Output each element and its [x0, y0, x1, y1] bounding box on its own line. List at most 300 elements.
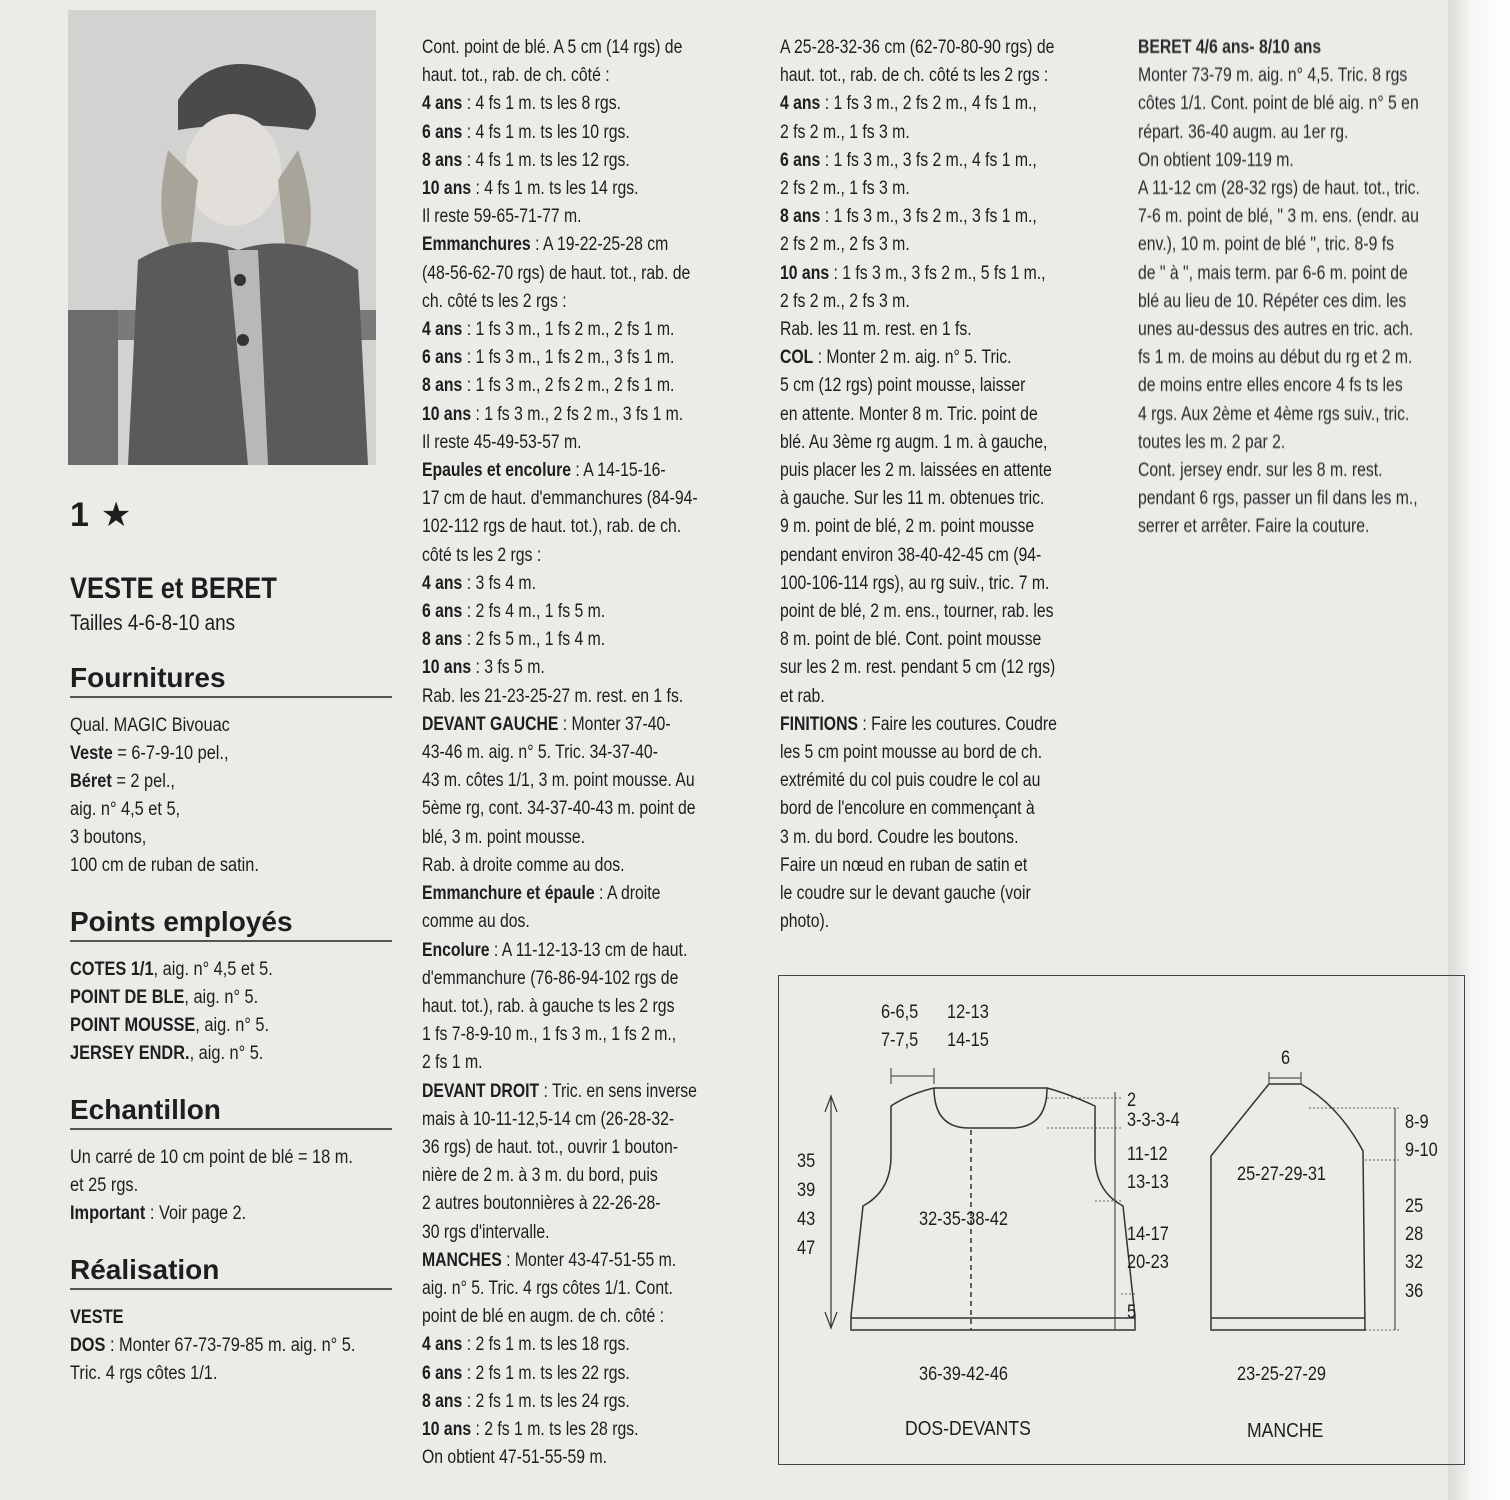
text-line: [780, 683, 1056, 711]
text-line: [780, 119, 1056, 147]
text-line-body: Rab. les 21-23-25-27 m. rest. en 1 fs.: [422, 685, 684, 707]
text-line-body: 100-106-114 rgs), au rg suiv., tric. 7 m.: [780, 572, 1050, 594]
dim-top-b2: 14-15: [947, 1030, 989, 1051]
text-line-body: Faire un nœud en ruban de satin et: [780, 854, 1028, 876]
text-line: [1138, 288, 1412, 316]
text-line-body: 3 boutons,: [70, 827, 147, 848]
text-line: [780, 34, 1056, 62]
text-line-body: env.), 10 m. point de blé ", tric. 8-9 fs: [1138, 234, 1394, 256]
text-line: [422, 429, 698, 457]
dim-sleeve-width: 25-27-29-31: [1237, 1164, 1327, 1185]
text-line: [422, 34, 698, 62]
text-line-body: : 4 fs 1 m. ts les 14 rgs.: [471, 178, 639, 200]
text-line-body: 43 m. côtes 1/1, 3 m. point mousse. Au: [422, 770, 695, 792]
text-line-body: : Monter 67-73-79-85 m. aig. n° 5.: [105, 1335, 356, 1356]
text-line-body: : 4 fs 1 m. ts les 12 rgs.: [462, 149, 630, 171]
text-line: [422, 1303, 698, 1331]
text-line: [780, 880, 1056, 908]
schematic-diagram: [778, 975, 1465, 1465]
text-line-body: : 1 fs 3 m., 3 fs 2 m., 3 fs 1 m.,: [820, 206, 1037, 228]
text-line: [70, 1332, 356, 1360]
text-line-body: blé au lieu de 10. Répéter ces dim. les: [1138, 290, 1407, 312]
text-line: [70, 1360, 347, 1388]
text-line-body: de " à ", mais term. par 6-6 m. point de: [1138, 262, 1408, 284]
text-line-body: blé, 3 m. point mousse.: [422, 826, 586, 848]
text-line-body: A 11-12 cm (28-32 rgs) de haut. tot., tric.: [1138, 178, 1420, 200]
text-line-body: : 3 fs 4 m.: [462, 572, 536, 594]
text-line: [422, 316, 698, 344]
text-line-body: Un carré de 10 cm point de blé = 18 m.: [70, 1147, 353, 1168]
text-line: [422, 683, 698, 711]
text-line-bold: 4 ans: [422, 572, 463, 594]
text-line: [780, 824, 1056, 852]
text-line: [1138, 203, 1419, 231]
text-line: [422, 795, 698, 823]
text-line: [1138, 429, 1412, 457]
text-line-body: 9 m. point de blé, 2 m. point mousse: [780, 516, 1035, 538]
text-line-body: bord de l'encolure en commençant à: [780, 798, 1035, 820]
text-line-body: Il reste 45-49-53-57 m.: [422, 431, 582, 453]
text-line-bold: Veste: [70, 743, 113, 764]
text-line-bold: 10 ans: [422, 657, 472, 679]
text-line-bold: 4 ans: [422, 319, 463, 341]
text-line: [70, 740, 347, 768]
text-line-body: 2 fs 2 m., 2 fs 3 m.: [780, 234, 910, 256]
text-line-body: 2 fs 1 m.: [422, 1052, 483, 1074]
text-line: [422, 1444, 698, 1472]
text-line: [1138, 119, 1412, 147]
text-line-bold: 6 ans: [422, 601, 463, 623]
text-line: [780, 654, 1056, 682]
text-line: [780, 260, 1056, 288]
text-line-bold: MANCHES: [422, 1249, 502, 1271]
text-line-bold: 10 ans: [422, 1418, 472, 1440]
text-line: [422, 908, 698, 936]
text-line-bold: 8 ans: [422, 149, 463, 171]
text-line: [70, 1040, 347, 1068]
difficulty-star-icon: ★: [100, 496, 132, 534]
dim-right-5: 14-17: [1127, 1224, 1169, 1245]
text-line-body: 2 fs 2 m., 2 fs 3 m.: [780, 290, 910, 312]
text-line-bold: 8 ans: [780, 206, 821, 228]
dim-top-a1: 6-6,5: [881, 1002, 919, 1023]
text-line-body: comme au dos.: [422, 911, 530, 933]
text-line-body: photo).: [780, 911, 830, 933]
text-line-body: 36 rgs) de haut. tot., ouvrir 1 bouton-: [422, 1136, 678, 1158]
text-line: [422, 485, 698, 513]
text-line-body: Il reste 59-65-71-77 m.: [422, 206, 582, 228]
text-line-body: On obtient 109-119 m.: [1138, 149, 1294, 171]
pattern-number: [70, 495, 131, 535]
text-line-body: 30 rgs d'intervalle.: [422, 1221, 550, 1243]
text-line-body: : 4 fs 1 m. ts les 10 rgs.: [462, 121, 630, 143]
text-line: [780, 429, 1056, 457]
realisation-text: [70, 1304, 392, 1388]
text-line-body: : 2 fs 1 m. ts les 28 rgs.: [471, 1418, 639, 1440]
text-line-body: côtes 1/1. Cont. point de blé aig. n° 5 en: [1138, 93, 1419, 115]
text-line-body: fs 1 m. de moins au début du rg et 2 m.: [1138, 347, 1413, 369]
text-line: [422, 1388, 698, 1416]
text-line: [422, 513, 698, 541]
text-line: [422, 993, 698, 1021]
dim-sleeve-right-4: 28: [1405, 1224, 1424, 1245]
dim-sleeve-right-2: 9-10: [1405, 1140, 1438, 1161]
text-line: [422, 542, 698, 570]
text-line-bold: Emmanchure et épaule: [422, 883, 595, 905]
section-heading-points: Points employés: [70, 906, 392, 942]
text-line-body: pendant 6 rgs, passer un fil dans les m.,: [1138, 488, 1418, 510]
text-line-body: sur les 2 m. rest. pendant 5 cm (12 rgs): [780, 657, 1056, 679]
text-line-body: unes au-dessus des autres en tric. ach.: [1138, 319, 1414, 341]
text-line-bold: 6 ans: [422, 121, 463, 143]
fournitures-list: [70, 712, 392, 880]
text-line-body: : 1 fs 3 m., 2 fs 2 m., 2 fs 1 m.: [462, 375, 675, 397]
text-line: [422, 654, 698, 682]
text-line: [70, 1304, 347, 1332]
text-line: [422, 119, 698, 147]
text-line: [422, 965, 698, 993]
text-line-body: = 6-7-9-10 pel.,: [112, 743, 229, 764]
text-line: [780, 344, 1056, 372]
pattern-sizes: Tailles 4-6-8-10 ans: [70, 610, 236, 635]
text-line-body: 1 fs 7-8-9-10 m., 1 fs 3 m., 1 fs 2 m.,: [422, 1024, 677, 1046]
text-line-body: mais à 10-11-12,5-14 cm (26-28-32-: [422, 1108, 675, 1130]
text-line: [1138, 231, 1412, 259]
text-line-body: en attente. Monter 8 m. Tric. point de: [780, 403, 1038, 425]
text-line-body: serrer et arrêter. Faire la couture.: [1138, 516, 1370, 538]
text-line-body: : A 11-12-13-13 cm de haut.: [489, 939, 688, 961]
dim-right-4: 13-13: [1127, 1172, 1169, 1193]
text-line: [422, 1331, 698, 1359]
dim-right-7: 5: [1127, 1302, 1137, 1323]
text-line: [422, 852, 698, 880]
text-line: [70, 1200, 347, 1228]
text-line-body: : 1 fs 3 m., 1 fs 2 m., 2 fs 1 m.: [462, 319, 675, 341]
text-line-body: et rab.: [780, 685, 825, 707]
text-line: [1138, 513, 1412, 541]
dim-right-3: 11-12: [1127, 1144, 1168, 1165]
text-line-bold: Important: [70, 1203, 146, 1224]
dim-top-a2: 7-7,5: [881, 1030, 919, 1051]
text-line-bold: 4 ans: [780, 93, 821, 115]
text-line-body: répart. 36-40 augm. au 1er rg.: [1138, 121, 1349, 143]
text-line-body: 102-112 rgs de haut. tot.), rab. de ch.: [422, 516, 682, 538]
dim-sleeve-top: 6: [1281, 1048, 1291, 1069]
text-line: [780, 542, 1056, 570]
text-line-bold: 10 ans: [780, 262, 830, 284]
text-line: [780, 598, 1056, 626]
text-line: [422, 1134, 698, 1162]
text-line: [422, 90, 698, 118]
text-line-bold: DEVANT DROIT: [422, 1080, 540, 1102]
text-line-bold: DEVANT GAUCHE: [422, 713, 559, 735]
photo-child-in-jacket: [68, 10, 376, 465]
text-line: [780, 711, 1056, 739]
text-line-body: aig. n° 5. Tric. 4 rgs côtes 1/1. Cont.: [422, 1277, 673, 1299]
text-line-bold: 6 ans: [780, 149, 821, 171]
caption-manche: MANCHE: [1247, 1420, 1324, 1442]
text-line: [422, 457, 698, 485]
instructions-column-3: [780, 34, 1112, 937]
text-line: [422, 711, 698, 739]
text-line-body: Rab. les 11 m. rest. en 1 fs.: [780, 319, 972, 341]
text-line-body: , aig. n° 4,5 et 5.: [153, 959, 273, 980]
text-line: [70, 852, 347, 880]
text-line-body: et 25 rgs.: [70, 1175, 139, 1196]
text-line: [780, 626, 1056, 654]
text-line: [1138, 372, 1412, 400]
text-line: [422, 1078, 698, 1106]
text-line-body: 5ème rg, cont. 34-37-40-43 m. point de: [422, 798, 696, 820]
text-line-body: le coudre sur le devant gauche (voir: [780, 883, 1031, 905]
text-line-body: A 25-28-32-36 cm (62-70-80-90 rgs) de: [780, 37, 1055, 58]
text-line: [780, 147, 1056, 175]
text-line: [70, 768, 347, 796]
text-line-bold: 6 ans: [422, 1362, 463, 1384]
text-line-body: : Monter 2 m. aig. n° 5. Tric.: [813, 347, 1012, 369]
text-line: [422, 1106, 698, 1134]
text-line: [422, 147, 698, 175]
text-line: [1138, 316, 1412, 344]
text-line: [422, 824, 698, 852]
text-line-body: : 1 fs 3 m., 3 fs 2 m., 4 fs 1 m.,: [820, 149, 1037, 171]
text-line: [422, 62, 698, 90]
text-line-bold: VESTE: [70, 1307, 124, 1328]
text-line-body: toutes les m. 2 par 2.: [1138, 431, 1286, 453]
text-line-body: : 1 fs 3 m., 2 fs 2 m., 3 fs 1 m.: [471, 403, 684, 425]
text-line-bold: Epaules et encolure: [422, 460, 571, 482]
text-line-bold: 4 ans: [422, 93, 463, 115]
text-line-body: 4 rgs. Aux 2ème et 4ème rgs suiv., tric.: [1138, 403, 1410, 425]
text-line: [422, 203, 698, 231]
text-line-bold: 10 ans: [422, 178, 472, 200]
text-line-body: , aig. n° 5.: [189, 1043, 264, 1064]
text-line: [1138, 175, 1420, 203]
text-line: [422, 344, 698, 372]
text-line: [422, 231, 698, 259]
dim-sleeve-right-1: 8-9: [1405, 1112, 1429, 1133]
echantillon-text: [70, 1144, 392, 1228]
text-line: [422, 288, 698, 316]
text-line: [422, 175, 698, 203]
text-line-body: Rab. à droite comme au dos.: [422, 854, 625, 876]
text-line-body: 2 fs 2 m., 1 fs 3 m.: [780, 178, 910, 200]
text-line-body: blé. Au 3ème rg augm. 1 m. à gauche,: [780, 431, 1048, 453]
text-line-body: 43-46 m. aig. n° 5. Tric. 34-37-40-: [422, 742, 658, 764]
text-line: [422, 570, 698, 598]
text-line-bold: 8 ans: [422, 629, 463, 651]
text-line: [422, 880, 698, 908]
text-line-body: : 3 fs 5 m.: [471, 657, 545, 679]
text-line-body: 8 m. point de blé. Cont. point mousse: [780, 629, 1042, 651]
text-line: [422, 1190, 698, 1218]
points-list: [70, 956, 392, 1068]
text-line-body: Qual. MAGIC Bivouac: [70, 715, 230, 736]
text-line: [1138, 90, 1419, 118]
dim-sleeve-right-6: 36: [1405, 1281, 1424, 1302]
text-line: [780, 767, 1056, 795]
text-line-body: d'emmanchure (76-86-94-102 rgs de: [422, 967, 679, 989]
text-line: [422, 767, 698, 795]
text-line: [1138, 344, 1412, 372]
text-line: [422, 1049, 698, 1077]
text-line: [1138, 457, 1412, 485]
text-line-body: : 1 fs 3 m., 2 fs 2 m., 4 fs 1 m.,: [820, 93, 1037, 115]
text-line-body: (48-56-62-70 rgs) de haut. tot., rab. de: [422, 262, 691, 284]
text-line-body: Cont. point de blé. A 5 cm (14 rgs) de: [422, 37, 683, 58]
text-line: [1138, 260, 1412, 288]
text-line: [1138, 34, 1412, 62]
text-line-bold: 8 ans: [422, 375, 463, 397]
text-line: [422, 598, 698, 626]
text-line-bold: FINITIONS: [780, 713, 858, 735]
text-line: [70, 1012, 347, 1040]
text-line-body: : 1 fs 3 m., 3 fs 2 m., 5 fs 1 m.,: [829, 262, 1046, 284]
text-line-body: ch. côté ts les 2 rgs :: [422, 290, 567, 312]
text-line: [422, 1162, 698, 1190]
text-line: [422, 1416, 698, 1444]
section-heading-fournitures: Fournitures: [70, 662, 392, 698]
instructions-column-2: [422, 34, 754, 1472]
text-line: [70, 956, 347, 984]
text-line: [422, 937, 698, 965]
text-line: [422, 372, 698, 400]
text-line-bold: 8 ans: [422, 1390, 463, 1412]
text-line-bold: 10 ans: [422, 403, 472, 425]
text-line: [780, 175, 1056, 203]
text-line: [780, 288, 1056, 316]
text-line-body: , aig. n° 5.: [184, 987, 259, 1008]
text-line-body: 100 cm de ruban de satin.: [70, 855, 259, 876]
text-line-body: à gauche. Sur les 11 m. obtenues tric.: [780, 488, 1045, 510]
dim-length-2: 39: [797, 1180, 816, 1201]
text-line-body: les 5 cm point mousse au bord de ch.: [780, 742, 1043, 764]
text-line-body: : A droite: [594, 883, 661, 905]
text-line: [1138, 401, 1412, 429]
text-line: [422, 401, 698, 429]
dim-sleeve-right-5: 32: [1405, 1252, 1424, 1273]
text-line-body: : 2 fs 1 m. ts les 22 rgs.: [462, 1362, 630, 1384]
text-line-body: haut. tot., rab. de ch. côté ts les 2 rgs :: [780, 65, 1049, 87]
dim-bottom-width: 36-39-42-46: [919, 1364, 1009, 1385]
text-line-body: : Monter 37-40-: [558, 713, 671, 735]
text-line: [70, 824, 347, 852]
text-line: [422, 626, 698, 654]
text-line-body: : Tric. en sens inverse: [539, 1080, 697, 1102]
pattern-title: VESTE et BERET: [70, 572, 277, 605]
text-line-body: 7-6 m. point de blé, " 3 m. ens. (endr. au: [1138, 206, 1419, 228]
text-line-bold: Encolure: [422, 939, 490, 961]
text-line: [1138, 62, 1412, 90]
text-line-bold: DOS: [70, 1335, 106, 1356]
text-line: [70, 1172, 347, 1200]
text-line-body: : 1 fs 3 m., 1 fs 2 m., 3 fs 1 m.: [462, 347, 675, 369]
manche-outline: [1211, 1084, 1365, 1330]
dim-right-2: 3-3-3-4: [1127, 1110, 1180, 1131]
text-line-body: : 2 fs 4 m., 1 fs 5 m.: [462, 601, 606, 623]
text-line: [780, 401, 1056, 429]
text-line-body: point de blé, 2 m. ens., tourner, rab. les: [780, 601, 1054, 623]
dim-right-6: 20-23: [1127, 1252, 1169, 1273]
text-line-body: = 2 pel.,: [111, 771, 175, 792]
text-line-body: haut. tot., rab. de ch. côté :: [422, 65, 610, 87]
text-line-body: puis placer les 2 m. laissées en attente: [780, 460, 1052, 482]
text-line-body: point de blé en augm. de ch. côté :: [422, 1306, 664, 1328]
text-line-bold: 4 ans: [422, 1334, 463, 1356]
text-line-body: aig. n° 4,5 et 5,: [70, 799, 181, 820]
section-heading-echantillon: Echantillon: [70, 1094, 392, 1130]
text-line-bold: BERET 4/6 ans- 8/10 ans: [1138, 37, 1322, 58]
text-line-body: Tric. 4 rgs côtes 1/1.: [70, 1363, 218, 1384]
caption-dos-devants: DOS-DEVANTS: [905, 1418, 1031, 1440]
text-line-bold: Emmanchures: [422, 234, 531, 256]
dim-length-4: 47: [797, 1238, 816, 1259]
text-line: [422, 260, 698, 288]
text-line: [780, 231, 1056, 259]
text-line-bold: COL: [780, 347, 814, 369]
text-line-bold: JERSEY ENDR.: [70, 1043, 190, 1064]
text-line-body: 5 cm (12 rgs) point mousse, laisser: [780, 375, 1026, 397]
text-line-body: de moins entre elles encore 4 fs ts les: [1138, 375, 1403, 397]
text-line-body: côté ts les 2 rgs :: [422, 544, 542, 566]
text-line-body: : Voir page 2.: [145, 1203, 247, 1224]
text-line-bold: 6 ans: [422, 347, 463, 369]
text-line: [780, 203, 1056, 231]
text-line: [780, 457, 1056, 485]
dim-right-1: 2: [1127, 1090, 1137, 1111]
text-line: [780, 852, 1056, 880]
text-line-body: , aig. n° 5.: [195, 1015, 270, 1036]
materials-column: [70, 572, 392, 1388]
text-line: [422, 1275, 698, 1303]
text-line-body: On obtient 47-51-55-59 m.: [422, 1447, 607, 1469]
text-line: [780, 908, 1056, 936]
neckline: [934, 1088, 1047, 1128]
text-line-body: extrémité du col puis coudre le col au: [780, 770, 1041, 792]
text-line-body: Monter 73-79 m. aig. n° 4,5. Tric. 8 rgs: [1138, 65, 1408, 87]
text-line-body: 3 m. du bord. Coudre les boutons.: [780, 826, 1019, 848]
text-line: [780, 485, 1056, 513]
dim-length-1: 35: [797, 1151, 816, 1172]
section-heading-realisation: Réalisation: [70, 1254, 392, 1290]
text-line-body: : A 14-15-16-: [570, 460, 666, 482]
text-line: [780, 90, 1056, 118]
text-line: [422, 739, 698, 767]
text-line: [780, 62, 1056, 90]
text-line: [70, 796, 347, 824]
beret-instructions-column: [1138, 34, 1468, 542]
text-line: [780, 513, 1056, 541]
text-line: [422, 1247, 698, 1275]
text-line: [70, 984, 347, 1012]
dim-chest-width: 32-35-38-42: [919, 1209, 1009, 1230]
text-line-body: : Faire les coutures. Coudre: [857, 713, 1057, 735]
text-line: [780, 372, 1056, 400]
text-line: [780, 570, 1056, 598]
text-line-body: 17 cm de haut. d'emmanchures (84-94-: [422, 488, 698, 510]
text-line: [70, 1144, 353, 1172]
text-line: [780, 739, 1056, 767]
dim-length-3: 43: [797, 1209, 816, 1230]
text-line: [780, 795, 1056, 823]
text-line-body: nière de 2 m. à 3 m. du bord, puis: [422, 1165, 658, 1187]
text-line: [1138, 485, 1418, 513]
pattern-number-value: 1: [70, 496, 89, 534]
text-line-body: 2 autres boutonnières à 22-26-28-: [422, 1193, 661, 1215]
dim-sleeve-right-3: 25: [1405, 1196, 1424, 1217]
text-line-body: haut. tot.), rab. à gauche ts les 2 rgs: [422, 995, 675, 1017]
text-line-body: : 2 fs 5 m., 1 fs 4 m.: [462, 629, 606, 651]
